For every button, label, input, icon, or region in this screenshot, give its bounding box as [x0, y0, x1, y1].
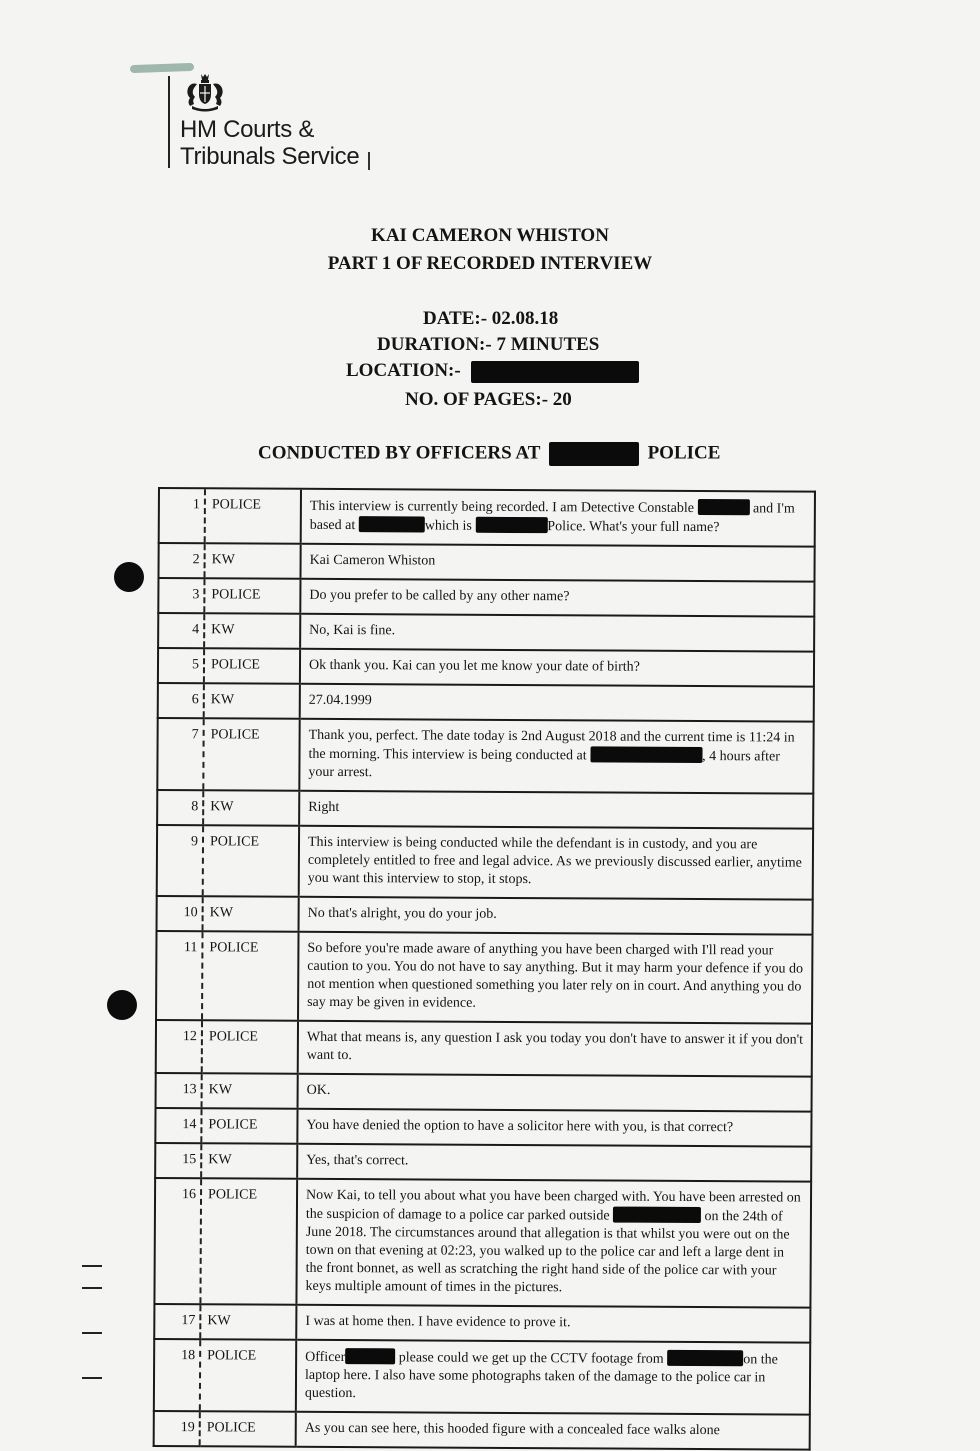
- margin-mark: [82, 1332, 102, 1334]
- redaction-block: [475, 517, 547, 533]
- margin-mark: [82, 1265, 102, 1267]
- logo-line-2: Tribunals Service: [180, 143, 360, 170]
- margin-mark: [82, 1287, 102, 1289]
- speaker: POLICE: [203, 718, 299, 791]
- defendant-name: KAI CAMERON WHISTON: [371, 225, 609, 246]
- royal-coat-of-arms-icon: [182, 72, 228, 112]
- row-number: 7: [157, 718, 203, 790]
- transcript-row: [158, 613, 814, 652]
- statement-text: Now Kai, to tell you about what you have been charged with. You have been arrested on the suspicion of damage to a police car parked outside: [305, 1187, 801, 1224]
- speaker: KW: [204, 613, 300, 649]
- interview-duration: DURATION:- 7 MINUTES: [377, 334, 600, 355]
- statement: No, Kai is fine.: [300, 614, 814, 652]
- statement-text: on the 24th of June 2018. The circumstances around that allegation is that whilst you were out on the town on that evening at 02:23, you walked up to the police car and left a large dent in the front bonnet, as well as scratching the right hand side of the police car with your keys multiple amount of times in the pictures.: [305, 1209, 790, 1296]
- margin-mark: [82, 1377, 102, 1379]
- row-number: 4: [158, 613, 204, 648]
- logo-line-1: HM Courts &: [180, 116, 315, 143]
- statement: Yes, that's correct.: [297, 1144, 811, 1182]
- speaker: POLICE: [202, 1020, 298, 1074]
- statement-text: This interview is currently being recorded. I am Detective Constable: [309, 498, 698, 517]
- transcript-row: [157, 790, 813, 829]
- transcript-row: [156, 1020, 812, 1077]
- row-number: 2: [158, 543, 204, 578]
- row-number: 8: [157, 790, 203, 825]
- statement: Ok thank you. Kai can you let me know your date of birth?: [300, 649, 814, 687]
- speaker: POLICE: [204, 648, 300, 684]
- row-number: 13: [156, 1073, 202, 1108]
- speaker: POLICE: [201, 1108, 297, 1144]
- redaction-block: [359, 516, 425, 532]
- location-redaction: [471, 361, 639, 383]
- speaker: POLICE: [202, 931, 298, 1021]
- conducted-suffix: POLICE: [647, 442, 721, 464]
- speaker: POLICE: [200, 1178, 297, 1305]
- punch-hole-top: [114, 562, 144, 592]
- conducted-by: [258, 442, 720, 466]
- punch-hole-bottom: [107, 990, 137, 1020]
- speaker: POLICE: [200, 1339, 296, 1412]
- row-number: 17: [154, 1304, 200, 1339]
- row-number: 12: [156, 1020, 202, 1073]
- conducted-prefix: CONDUCTED BY OFFICERS AT: [258, 442, 541, 464]
- statement: Right: [299, 791, 813, 829]
- speaker: POLICE: [205, 488, 301, 544]
- transcript-row: [154, 1339, 810, 1415]
- speaker: POLICE: [204, 578, 300, 614]
- speaker: KW: [200, 1304, 296, 1340]
- logo-wordmark: [180, 116, 440, 170]
- transcript-row: [157, 825, 813, 900]
- interview-date: DATE:- 02.08.18: [423, 308, 559, 329]
- statement-text: Thank you, perfect. The date today is 2nd August 2018 and the current time is 11:24 in the morning. This interview is being conducted at: [308, 727, 795, 764]
- transcript-row: [158, 648, 814, 687]
- force-redaction: [549, 442, 639, 466]
- row-number: 19: [154, 1411, 200, 1446]
- statement-text: on the laptop here. I also have some photographs taken of the damage to the police car in question.: [304, 1352, 778, 1402]
- speaker: KW: [204, 543, 300, 579]
- row-number: 14: [155, 1108, 201, 1143]
- speaker: POLICE: [200, 1411, 296, 1447]
- row-number: 10: [157, 896, 203, 931]
- location-label: LOCATION:-: [346, 360, 461, 381]
- speaker: KW: [202, 1073, 298, 1109]
- row-number: 6: [158, 683, 204, 718]
- statement: [301, 489, 815, 547]
- redaction-block: [345, 1348, 395, 1364]
- statement: [296, 1340, 810, 1415]
- statement: As you can see here, this hooded figure with a concealed face walks alone: [296, 1412, 810, 1450]
- row-number: 15: [155, 1143, 201, 1178]
- statement: I was at home then. I have evidence to prove it.: [296, 1305, 810, 1343]
- statement: So before you're made aware of anything you have been charged with I'll read your caution to you. You do not have to say anything. But it may harm your defence if you do not mention when questioned something you later rely on in court. And anything you do say may be given in evidence.: [298, 932, 812, 1024]
- statement: 27.04.1999: [300, 684, 814, 722]
- statement: [296, 1179, 811, 1308]
- transcript-row: [154, 1304, 810, 1343]
- statement: Do you prefer to be called by any other name?: [300, 579, 814, 617]
- transcript-row: [157, 718, 813, 794]
- transcript-row: [158, 578, 814, 617]
- statement-text: Police. What's your full name?: [547, 519, 720, 536]
- statement: OK.: [298, 1074, 812, 1112]
- redaction-block: [590, 746, 702, 763]
- interview-subtitle: PART 1 OF RECORDED INTERVIEW: [327, 253, 653, 274]
- transcript-row: [156, 931, 812, 1024]
- speaker: POLICE: [203, 825, 299, 897]
- redaction-block: [613, 1207, 701, 1223]
- transcript-row: [154, 1411, 810, 1450]
- row-number: 3: [158, 578, 204, 613]
- speaker: KW: [203, 896, 299, 932]
- logo-end-bar: [368, 152, 370, 170]
- logo-divider: [168, 76, 170, 168]
- statement: Kai Cameron Whiston: [300, 544, 814, 582]
- statement-text: , 4 hours after your arrest.: [308, 749, 780, 781]
- interview-location: [346, 360, 639, 383]
- speaker: KW: [201, 1143, 297, 1179]
- row-number: 9: [157, 825, 203, 896]
- interview-transcript-table: [153, 487, 816, 1451]
- row-number: 1: [159, 488, 205, 543]
- redaction-block: [667, 1350, 743, 1366]
- transcript-row: [157, 896, 813, 935]
- row-number: 18: [154, 1339, 200, 1411]
- statement-text: and I'm based at: [309, 501, 795, 534]
- statement: This interview is being conducted while the defendant is in custody, and you are completely entitled to free and legal advice. As we previously discussed earlier, anytime you want this interview to stop, it stops.: [299, 826, 813, 900]
- row-number: 16: [154, 1178, 201, 1304]
- statement: [299, 719, 813, 794]
- transcript-row: [154, 1178, 811, 1308]
- transcript-row: [158, 683, 814, 722]
- statement-text: please could we get up the CCTV footage from: [395, 1350, 668, 1367]
- transcript-row: [156, 1073, 812, 1112]
- page-count: NO. OF PAGES:- 20: [405, 389, 572, 410]
- speaker: KW: [203, 790, 299, 826]
- statement: What that means is, any question I ask you today you don't have to answer it if you don't want to.: [298, 1021, 812, 1077]
- transcript-row: [155, 1143, 811, 1182]
- speaker: KW: [204, 683, 300, 719]
- row-number: 11: [156, 931, 202, 1020]
- statement-text: Officer: [305, 1349, 346, 1366]
- statement: No that's alright, you do your job.: [299, 897, 813, 935]
- transcript-row: [158, 543, 814, 582]
- redaction-block: [697, 499, 749, 515]
- transcript-row: [159, 488, 815, 547]
- statement-text: which is: [424, 518, 476, 534]
- statement: You have denied the option to have a solicitor here with you, is that correct?: [297, 1109, 811, 1147]
- row-number: 5: [158, 648, 204, 683]
- transcript-row: [155, 1108, 811, 1147]
